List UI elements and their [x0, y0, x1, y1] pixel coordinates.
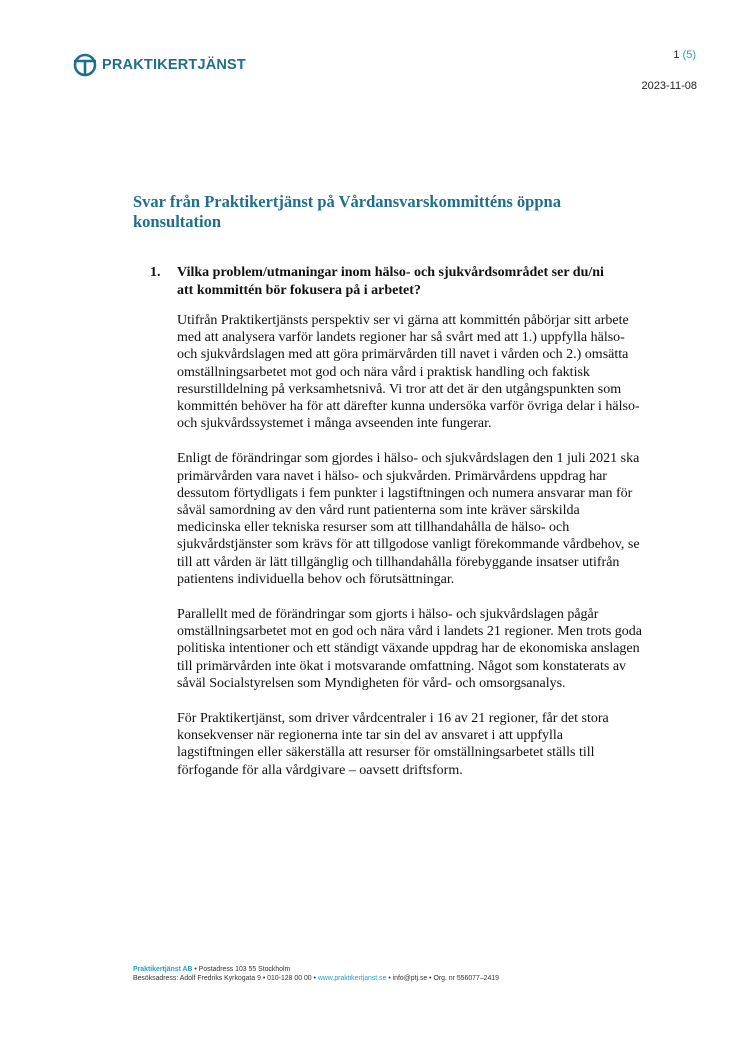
footer-website-link[interactable]: www.praktikertjanst.se	[317, 975, 387, 982]
document-title: Svar från Praktikertjänst på Vårdansvarskommitténs öppna konsultation	[133, 192, 561, 231]
footer-line-2	[133, 974, 499, 983]
page-footer	[133, 965, 499, 983]
question-number: 1.	[150, 265, 161, 280]
answer-paragraph: Enligt de förändringar som gjordes i hälso- och sjukvårdslagen den 1 juli 2021 ska primärvården vara navet i hälso- och sjukvården. Primärvårdens uppdrag har dessutom förtydligats i fem punkter i lagstiftningen och numera ansvarar man för såväl samordning av den vård runt patienterna som inte kräver särskilda medicinska eller tekniska resurser som att tillhandahålla de hälso- och sjukvårdstjänster som krävs för att tillgodose vanligt förekommande vårdbehov, se till att vården är lätt tillgänglig och tillhandahålla förebyggande insatser utifrån patientens individuella behov och förutsättningar.	[177, 451, 640, 587]
logo-text: PRAKTIKERTJÄNST	[102, 57, 246, 73]
page-current: 1	[673, 49, 680, 61]
praktikertjanst-logo	[73, 53, 246, 77]
answer-paragraph: Utifrån Praktikertjänsts perspektiv ser vi gärna att kommittén påbörjar sitt arbete med att analysera varför landets regioner har så svårt med att 1.) uppfylla hälso- och sjukvårdslagen med att göra primärvården till navet i vården och 2.) omsätta omställningsarbetet mot god och nära vård i praktisk handling och faktisk resurstilldelning på verksamhetsnivå. Vi tror att det är den utgångspunkten som kommittén behöver ha för att därefter kunna undersöka varför övriga delar i hälso- och sjukvårdssystemet i många avseenden inte fungerar.	[177, 313, 640, 432]
page-total: (5)	[682, 49, 696, 61]
document-date: 2023-11-08	[641, 80, 697, 92]
answer-paragraph: För Praktikertjänst, som driver vårdcentraler i 16 av 21 regioner, får det stora konsekvenser när regionerna inte tar sin del av ansvaret i att uppfylla lagstiftningen eller säkerställa att resurser för omställningsarbetet ställs till förfogande för alla vårdgivare – oavsett driftsform.	[177, 711, 609, 778]
footer-contact: • info@ptj.se • Org. nr 556077–2419	[386, 975, 499, 982]
answer-body	[177, 312, 642, 797]
logo-mark-icon	[73, 53, 97, 77]
question-text: Vilka problem/utmaningar inom hälso- och sjukvårdsområdet ser du/ni att kommittén bör fokusera på i arbetet?	[177, 265, 604, 298]
footer-visit: Besöksadress: Adolf Fredriks Kyrkogata 9 • 010-128 00 00 •	[133, 975, 318, 982]
footer-line-1	[133, 965, 499, 974]
footer-postal: • Postadress 103 55 Stockholm	[192, 966, 291, 973]
footer-company: Praktikertjänst AB	[133, 966, 193, 973]
question-heading	[150, 264, 620, 300]
answer-paragraph: Parallellt med de förändringar som gjorts i hälso- och sjukvårdslagen pågår omställningsarbetet mot en god och nära vård i landets 21 regioner. Men trots goda politiska intentioner och ett ständigt växande uppdrag har de ekonomiska anslagen till primärvården inte ökat i motsvarande omfattning. Något som konstaterats av såväl Socialstyrelsen som Myndigheten för vård- och omsorgsanalys.	[177, 607, 642, 691]
page-number	[673, 49, 696, 61]
